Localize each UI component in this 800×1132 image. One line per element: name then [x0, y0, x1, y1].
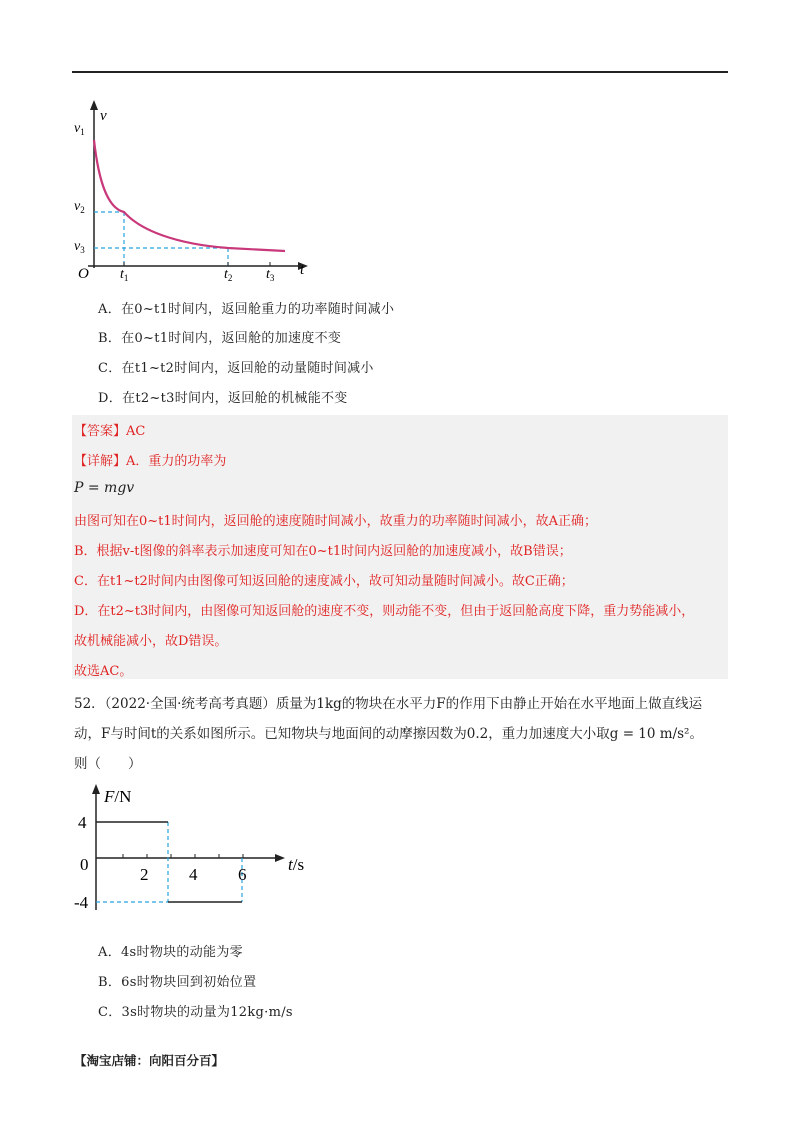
graph2-x-label: t/s: [288, 855, 305, 874]
question52-line1: 52．（2022·全国·统考高考真题）质量为1kg的物块在水平力F的作用下由静止开始在水平地面上做直线运: [74, 696, 703, 712]
explanation-line-1: 由图可知在0~t1时间内，返回舱的速度随时间减小，故重力的功率随时间减小，故A正确；: [74, 514, 598, 529]
explanation-line-2: B．根据v-t图像的斜率表示加速度可知在0~t1时间内返回舱的加速度减小，故B错误；: [74, 544, 572, 559]
option-1c: C．在t1~t2时间内，返回舱的动量随时间减小: [98, 361, 374, 376]
x-tick-6: 6: [238, 865, 247, 884]
explanation-line-6: 故选AC。: [74, 664, 133, 679]
graph1-y-label: v: [100, 108, 107, 124]
graph1-x-label: t: [300, 262, 305, 278]
label-v2: $v_2$: [74, 199, 85, 215]
y-tick-0: 0: [80, 855, 89, 874]
option-2b: B．6s时物块回到初始位置: [98, 975, 257, 990]
graph1-origin-label: O: [78, 266, 89, 282]
x-tick-4: 4: [189, 865, 198, 884]
power-formula: P = mgv: [74, 480, 135, 496]
option-1d: D．在t2~t3时间内，返回舱的机械能不变: [98, 391, 348, 406]
label-t1: $t_1$: [120, 267, 129, 283]
graph1-y-arrow: [90, 100, 98, 110]
graph2-x-arrow: [275, 854, 285, 862]
graph2-y-arrow: [92, 784, 100, 794]
option-2a: A．4s时物块的动能为零: [98, 945, 243, 960]
explanation-line-5: 故机械能减小，故D错误。: [74, 634, 228, 649]
graph2-y-label: F/N: [104, 787, 132, 806]
option-1a: A．在0~t1时间内，返回舱重力的功率随时间减小: [98, 302, 395, 317]
y-tick-minus4: -4: [74, 893, 89, 912]
explanation-line-3: C．在t1~t2时间内由图像可知返回舱的速度减小，故可知动量随时间减小。故C正确；: [74, 574, 574, 589]
velocity-curve: [94, 140, 285, 251]
footer-shop-name: 【淘宝店铺：向阳百分百】: [74, 1053, 225, 1068]
question52-line2: 动，F与时间t的关系如图所示。已知物块与地面间的动摩擦因数为0.2，重力加速度大小取g = 10 m/s²。: [74, 726, 703, 742]
detail-line: 【详解】A．重力的功率为: [74, 454, 227, 469]
velocity-time-graph: [70, 98, 320, 283]
label-t2: $t_2$: [224, 267, 233, 283]
label-v1: $v_1$: [74, 121, 85, 137]
label-v3: $v_3$: [74, 239, 85, 255]
option-1b: B．在0~t1时间内，返回舱的加速度不变: [98, 331, 342, 346]
explanation-line-4: D．在t2~t3时间内，由图像可知返回舱的速度不变，则动能不变，但由于返回舱高度下降，重力势能减小，: [74, 604, 695, 619]
option-2c: C．3s时物块的动量为12kg·m/s: [98, 1005, 293, 1020]
header-rule: [72, 71, 728, 73]
question52-line3: 则（ ）: [74, 756, 142, 772]
y-tick-4: 4: [78, 813, 87, 832]
x-tick-2: 2: [140, 865, 149, 884]
force-time-graph: [72, 780, 322, 920]
answer-line: 【答案】AC: [74, 424, 146, 439]
label-t3: $t_3$: [266, 267, 275, 283]
